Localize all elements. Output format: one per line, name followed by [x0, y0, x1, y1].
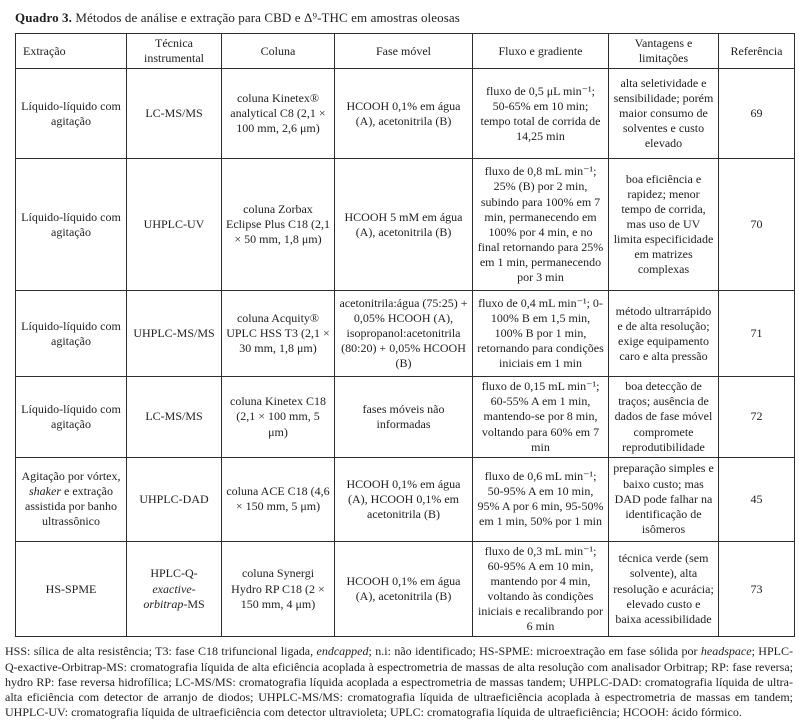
cell-tecnica: LC-MS/MS — [127, 377, 222, 458]
cell-coluna: coluna Kinetex® analytical C8 (2,1 × 100 mm, 2,6 μm) — [222, 69, 335, 159]
cell-referencia: 70 — [719, 159, 795, 291]
cell-extracao: Líquido-líquido com agitação — [16, 69, 127, 159]
cell-fase-movel: acetonitrila:água (75:25) + 0,05% HCOOH (A), isopropanol:acetonitrila (80:20) + 0,05% HCOOH (B) — [335, 291, 473, 377]
table-row — [16, 541, 795, 637]
cell-coluna: coluna ACE C18 (4,6 × 150 mm, 5 μm) — [222, 457, 335, 541]
table-row — [16, 377, 795, 458]
table-title — [15, 10, 796, 26]
col-header-vantagens: Vantagens e limitações — [609, 34, 719, 69]
cell-coluna: coluna Kinetex C18 (2,1 × 100 mm, 5 μm) — [222, 377, 335, 458]
cell-vantagens: boa detecção de traços; ausência de dados de fase móvel compromete reprodutibilidade — [609, 377, 719, 458]
table-row — [16, 159, 795, 291]
cell-extracao: HS-SPME — [16, 541, 127, 637]
cell-fluxo: fluxo de 0,6 mL min⁻¹; 50-95% A em 10 min, 95% A por 6 min, 95-50% em 1 min, 50% por 1 min — [473, 457, 609, 541]
cell-extracao: Agitação por vórtex, shaker e extração assistida por banho ultrassônico — [16, 457, 127, 541]
methods-table — [15, 33, 795, 637]
cell-tecnica: UHPLC-UV — [127, 159, 222, 291]
cell-fluxo: fluxo de 0,8 mL min⁻¹; 25% (B) por 2 min, subindo para 100% em 7 min, permanecendo em 100% por 4 min, e no final retornando para 25% em 1 min, permanecendo por 3 min — [473, 159, 609, 291]
col-header-tecnica: Técnica instrumental — [127, 34, 222, 69]
cell-fluxo: fluxo de 0,4 mL min⁻¹; 0-100% B em 1,5 min, 100% B por 1 min, retornando para condições iniciais em 1 min — [473, 291, 609, 377]
cell-vantagens: método ultrarrápido e de alta resolução; exige equipamento caro e alta pressão — [609, 291, 719, 377]
cell-extracao: Líquido-líquido com agitação — [16, 291, 127, 377]
table-row — [16, 291, 795, 377]
cell-tecnica: HPLC-Q-exactive-orbitrap-MS — [127, 541, 222, 637]
table-footnote: HSS: sílica de alta resistência; T3: fase C18 trifuncional ligada, endcapped; n.i: não identificado; HS-SPME: microextração em fase sólida por headspace; HPLC-Q-exactive-Orbitrap-MS: cromatografia líquida de alta eficiência acoplada à espectrometria de massas de alta resolução com analisador Orbitrap; RP: fase reversa; hydro RP: fase reversa hidrofílica; LC-MS/MS: cromatografia líquida acoplada a espectrometria de massas tandem; UHPLC-DAD: cromatografia líquida de ultra-alta eficiência com detector de arranjo de diodos; UHPLC-MS/MS: cromatografia líquida de ultraeficiência acoplada à espectrometria de massas em tandem; UHPLC-UV: cromatografia líquida de ultraeficiência com detector ultravioleta; UPLC: cromatografia líquida de ultraeficiência; HCOOH: ácido fórmico. — [5, 644, 793, 720]
cell-fase-movel: HCOOH 5 mM em água (A), acetonitrila (B) — [335, 159, 473, 291]
cell-referencia: 71 — [719, 291, 795, 377]
cell-extracao: Líquido-líquido com agitação — [16, 377, 127, 458]
cell-referencia: 72 — [719, 377, 795, 458]
cell-referencia: 69 — [719, 69, 795, 159]
cell-fase-movel: HCOOH 0,1% em água (A), acetonitrila (B) — [335, 541, 473, 637]
cell-coluna: coluna Zorbax Eclipse Plus C18 (2,1 × 50 mm, 1,8 μm) — [222, 159, 335, 291]
cell-coluna: coluna Synergi Hydro RP C18 (2 × 150 mm, 4 μm) — [222, 541, 335, 637]
cell-fluxo: fluxo de 0,3 mL min⁻¹; 60-95% A em 10 min, mantendo por 4 min, voltando às condições iniciais e recalibrando por 6 min — [473, 541, 609, 637]
cell-vantagens: boa eficiência e rapidez; menor tempo de corrida, mas uso de UV limita especificidade em matrizes complexas — [609, 159, 719, 291]
cell-extracao: Líquido-líquido com agitação — [16, 159, 127, 291]
col-header-referencia: Referência — [719, 34, 795, 69]
col-header-fluxo: Fluxo e gradiente — [473, 34, 609, 69]
table-row — [16, 69, 795, 159]
col-header-fase-movel: Fase móvel — [335, 34, 473, 69]
col-header-extracao: Extração — [16, 34, 127, 69]
footnote-italic-endcapped: endcapped — [316, 644, 369, 659]
cell-tecnica: LC-MS/MS — [127, 69, 222, 159]
cell-fase-movel: HCOOH 0,1% em água (A), HCOOH 0,1% em acetonitrila (B) — [335, 457, 473, 541]
table-title-label: Quadro 3. — [15, 10, 73, 25]
col-header-coluna: Coluna — [222, 34, 335, 69]
cell-fluxo: fluxo de 0,5 μL min⁻¹; 50-65% em 10 min; tempo total de corrida de 14,25 min — [473, 69, 609, 159]
cell-vantagens: técnica verde (sem solvente), alta resolução e acurácia; elevado custo e baixa acessibilidade — [609, 541, 719, 637]
footnote-italic-headspace: headspace — [700, 644, 752, 659]
cell-fluxo: fluxo de 0,15 mL min⁻¹; 60-55% A em 1 min, mantendo-se por 8 min, voltando para 60% em 7 min — [473, 377, 609, 458]
extracao-italic-term: shaker — [29, 484, 62, 499]
cell-vantagens: alta seletividade e sensibilidade; porém maior consumo de solventes e custo elevado — [609, 69, 719, 159]
cell-fase-movel: HCOOH 0,1% em água (A), acetonitrila (B) — [335, 69, 473, 159]
cell-referencia: 73 — [719, 541, 795, 637]
cell-referencia: 45 — [719, 457, 795, 541]
cell-fase-movel: fases móveis não informadas — [335, 377, 473, 458]
cell-tecnica: UHPLC-DAD — [127, 457, 222, 541]
table-title-text: Métodos de análise e extração para CBD e Δ⁹-THC em amostras oleosas — [72, 10, 460, 25]
cell-tecnica: UHPLC-MS/MS — [127, 291, 222, 377]
tecnica-italic-term: exactive-orbitrap — [143, 581, 196, 611]
header-row — [16, 34, 795, 69]
table-row — [16, 457, 795, 541]
cell-coluna: coluna Acquity® UPLC HSS T3 (2,1 × 30 mm, 1,8 μm) — [222, 291, 335, 377]
cell-vantagens: preparação simples e baixo custo; mas DAD pode falhar na identificação de isômeros — [609, 457, 719, 541]
